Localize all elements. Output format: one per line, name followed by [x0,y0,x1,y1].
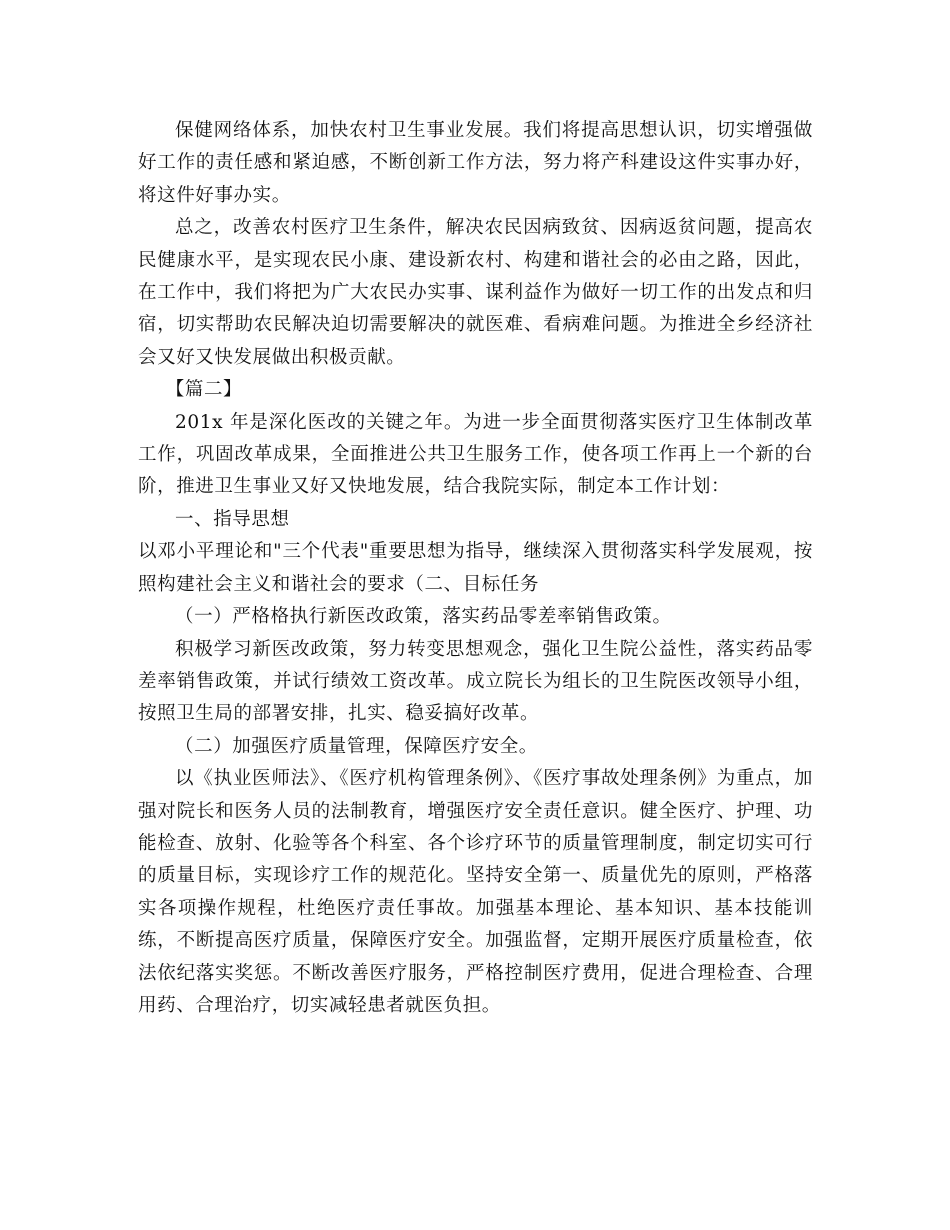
section-heading-part-two: 【篇二】 [165,379,243,401]
paragraph-intro: 201x 年是深化医改的关键之年。为进一步全面贯彻落实医疗卫生体制改革工作，巩固改革成果，全面推进公共卫生服务工作，使各项工作再上一个新的台阶，推进卫生事业又好又快地发展，结合我院实际，制定本工作计划： [138,411,813,498]
paragraph-summary: 总之，改善农村医疗卫生条件，解决农民因病致贫、因病返贫问题，提高农民健康水平，是实现农民小康、建设新农村、构建和谐社会的必由之路，因此，在工作中，我们将把为广大农民办实事、谋利益作为做好一切工作的出发点和归宿，切实帮助农民解决迫切需要解决的就医难、看病难问题。为推进全乡经济社会又好又快发展做出积极贡献。 [138,217,813,368]
paragraph-policy: 积极学习新医改政策，努力转变思想观念，强化卫生院公益性，落实药品零差率销售政策，并试行绩效工资改革。成立院长为组长的卫生院医改领导小组，按照卫生局的部署安排，扎实、稳妥搞好改革。 [138,638,813,725]
heading-guiding-ideology: 一、指导思想 [175,508,290,530]
heading-quality: （二）加强医疗质量管理，保障医疗安全。 [175,735,538,757]
paragraph-guiding-ideology: 以邓小平理论和"三个代表"重要思想为指导，继续深入贯彻落实科学发展观，按照构建社会主义和谐社会的要求（二、目标任务 [138,541,813,595]
paragraph-quality: 以《执业医师法》、《医疗机构管理条例》、《医疗事故处理条例》为重点，加强对院长和医务人员的法制教育，增强医疗安全责任意识。健全医疗、护理、功能检查、放射、化验等各个科室、各个诊疗环节的质量管理制度，制定切实可行的质量目标，实现诊疗工作的规范化。坚持安全第一、质量优先的原则，严格落实各项操作规程，杜绝医疗责任事故。加强基本理论、基本知识、基本技能训练，不断提高医疗质量，保障医疗安全。加强监督，定期开展医疗质量检查，依法依纪落实奖惩。不断改善医疗服务，严格控制医疗费用，促进合理检查、合理用药、合理治疗，切实减轻患者就医负担。 [138,768,813,1016]
paragraph-health-network: 保健网络体系，加快农村卫生事业发展。我们将提高思想认识，切实增强做好工作的责任感和紧迫感，不断创新工作方法，努力将产科建设这件实事办好，将这件好事办实。 [138,120,813,206]
heading-policy: （一）严格格执行新医改政策，落实药品零差率销售政策。 [175,606,672,628]
document-body [138,115,813,1022]
